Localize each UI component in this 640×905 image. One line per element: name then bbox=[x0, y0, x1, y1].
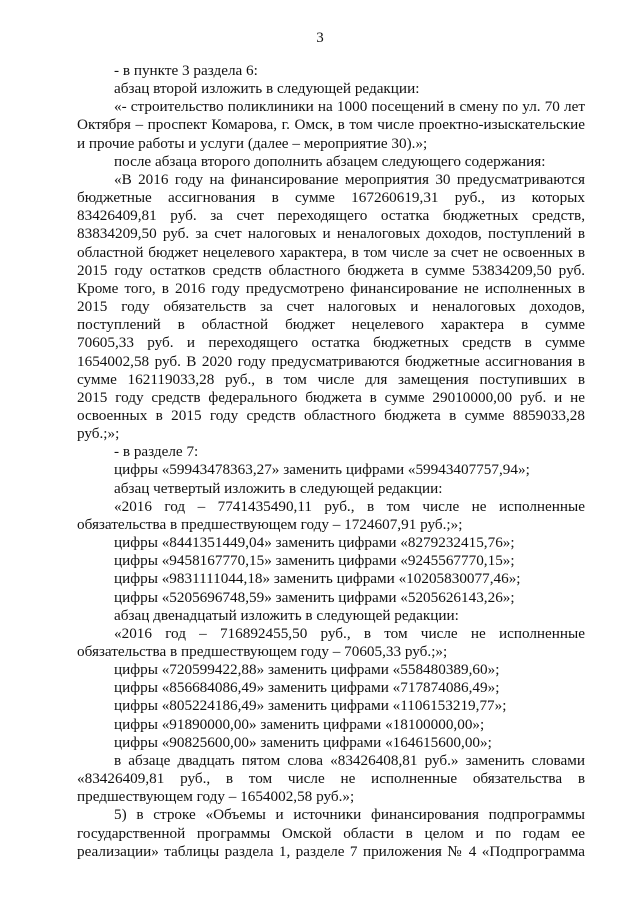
text-line: 2015 году остатков средств областного бюджета в сумме 53834209,50 руб. bbox=[77, 261, 585, 279]
text-line: цифры «805224186,49» заменить цифрами «1106153219,77»; bbox=[114, 697, 507, 715]
text-line: 2015 году средств федерального бюджета в сумме 29010000,00 руб. и не bbox=[77, 388, 585, 406]
text-line: и прочие работы и услуги (далее – мероприятие 30).»; bbox=[77, 134, 428, 152]
text-line: бюджетные ассигнования в сумме 167260619,31 руб., из которых bbox=[77, 189, 585, 207]
text-line: Октября – проспект Комарова, г. Омск, в том числе проектно-изыскательские bbox=[77, 116, 585, 134]
text-line: «- строительство поликлиники на 1000 посещений в смену по ул. 70 лет bbox=[114, 98, 585, 116]
text-line: в абзаце двадцать пятом слова «83426408,81 руб.» заменить словами bbox=[114, 751, 585, 769]
text-line: «2016 год – 7741435490,11 руб., в том числе не исполненные bbox=[114, 497, 585, 515]
text-line: 2015 году обязательств за счет налоговых и неналоговых доходов, bbox=[77, 298, 585, 316]
text-line: 70605,33 руб. и переходящего остатка бюджетных средств в сумме bbox=[77, 334, 585, 352]
text-line: цифры «856684086,49» заменить цифрами «717874086,49»; bbox=[114, 679, 500, 697]
text-line: цифры «91890000,00» заменить цифрами «18100000,00»; bbox=[114, 715, 485, 733]
text-line: реализации» таблицы раздела 1, разделе 7 приложения № 4 «Подпрограмма bbox=[77, 842, 585, 860]
text-line: абзац второй изложить в следующей редакции: bbox=[114, 80, 420, 98]
text-line: руб.;»; bbox=[77, 425, 120, 443]
text-line: 83426409,81 руб. за счет переходящего остатка бюджетных средств, bbox=[77, 207, 585, 225]
text-line: после абзаца второго дополнить абзацем следующего содержания: bbox=[114, 152, 546, 170]
text-line: цифры «59943478363,27» заменить цифрами «59943407757,94»; bbox=[114, 461, 530, 479]
text-line: областной бюджет нецелевого характера, в том числе за счет не освоенных в bbox=[77, 243, 585, 261]
text-line: освоенных в 2015 году средств областного бюджета в сумме 8859033,28 bbox=[77, 406, 585, 424]
text-line: 5) в строке «Объемы и источники финансирования подпрограммы bbox=[114, 806, 585, 824]
text-line: абзац двенадцатый изложить в следующей редакции: bbox=[114, 606, 459, 624]
text-line: 1654002,58 руб. В 2020 году предусматриваются бюджетные ассигнования в bbox=[77, 352, 585, 370]
text-line: Кроме того, в 2016 году предусмотрено финансирование не исполненных в bbox=[77, 279, 585, 297]
text-line: - в пункте 3 раздела 6: bbox=[114, 62, 258, 79]
text-line: предшествующем году – 1654002,58 руб.»; bbox=[77, 788, 355, 806]
text-line: государственной программы Омской области в целом и по годам ее bbox=[77, 824, 585, 842]
text-line: - в разделе 7: bbox=[114, 443, 199, 461]
text-line: обязательства в предшествующем году – 70605,33 руб.;»; bbox=[77, 643, 448, 660]
text-line: обязательства в предшествующем году – 1724607,91 руб.;»; bbox=[77, 515, 463, 533]
page-number: 3 bbox=[316, 30, 324, 46]
text-line: цифры «8441351449,04» заменить цифрами «8279232415,76»; bbox=[114, 534, 515, 552]
document-body bbox=[77, 62, 585, 861]
text-line: «83426409,81 руб., в том числе не исполненные обязательства в bbox=[77, 770, 585, 788]
text-line: цифры «9831111044,18» заменить цифрами «10205830077,46»; bbox=[114, 570, 521, 588]
text-line: «В 2016 году на финансирование мероприятия 30 предусматриваются bbox=[114, 170, 585, 188]
text-line: абзац четвертый изложить в следующей редакции: bbox=[114, 479, 443, 497]
text-line: сумме 162119033,28 руб., в том числе для замещения поступивших в bbox=[77, 370, 585, 388]
text-line: цифры «90825600,00» заменить цифрами «164615600,00»; bbox=[114, 733, 492, 751]
text-line: цифры «5205696748,59» заменить цифрами «5205626143,26»; bbox=[114, 588, 515, 606]
text-line: 83834209,50 руб. за счет налоговых и неналоговых доходов, поступлений в bbox=[77, 225, 585, 243]
text-line: «2016 год – 716892455,50 руб., в том числе не исполненные bbox=[114, 624, 585, 642]
text-line: цифры «9458167770,15» заменить цифрами «9245567770,15»; bbox=[114, 552, 515, 570]
text-line: цифры «720599422,88» заменить цифрами «558480389,60»; bbox=[114, 661, 500, 679]
text-line: поступлений в областной бюджет нецелевого характера в сумме bbox=[77, 316, 585, 334]
